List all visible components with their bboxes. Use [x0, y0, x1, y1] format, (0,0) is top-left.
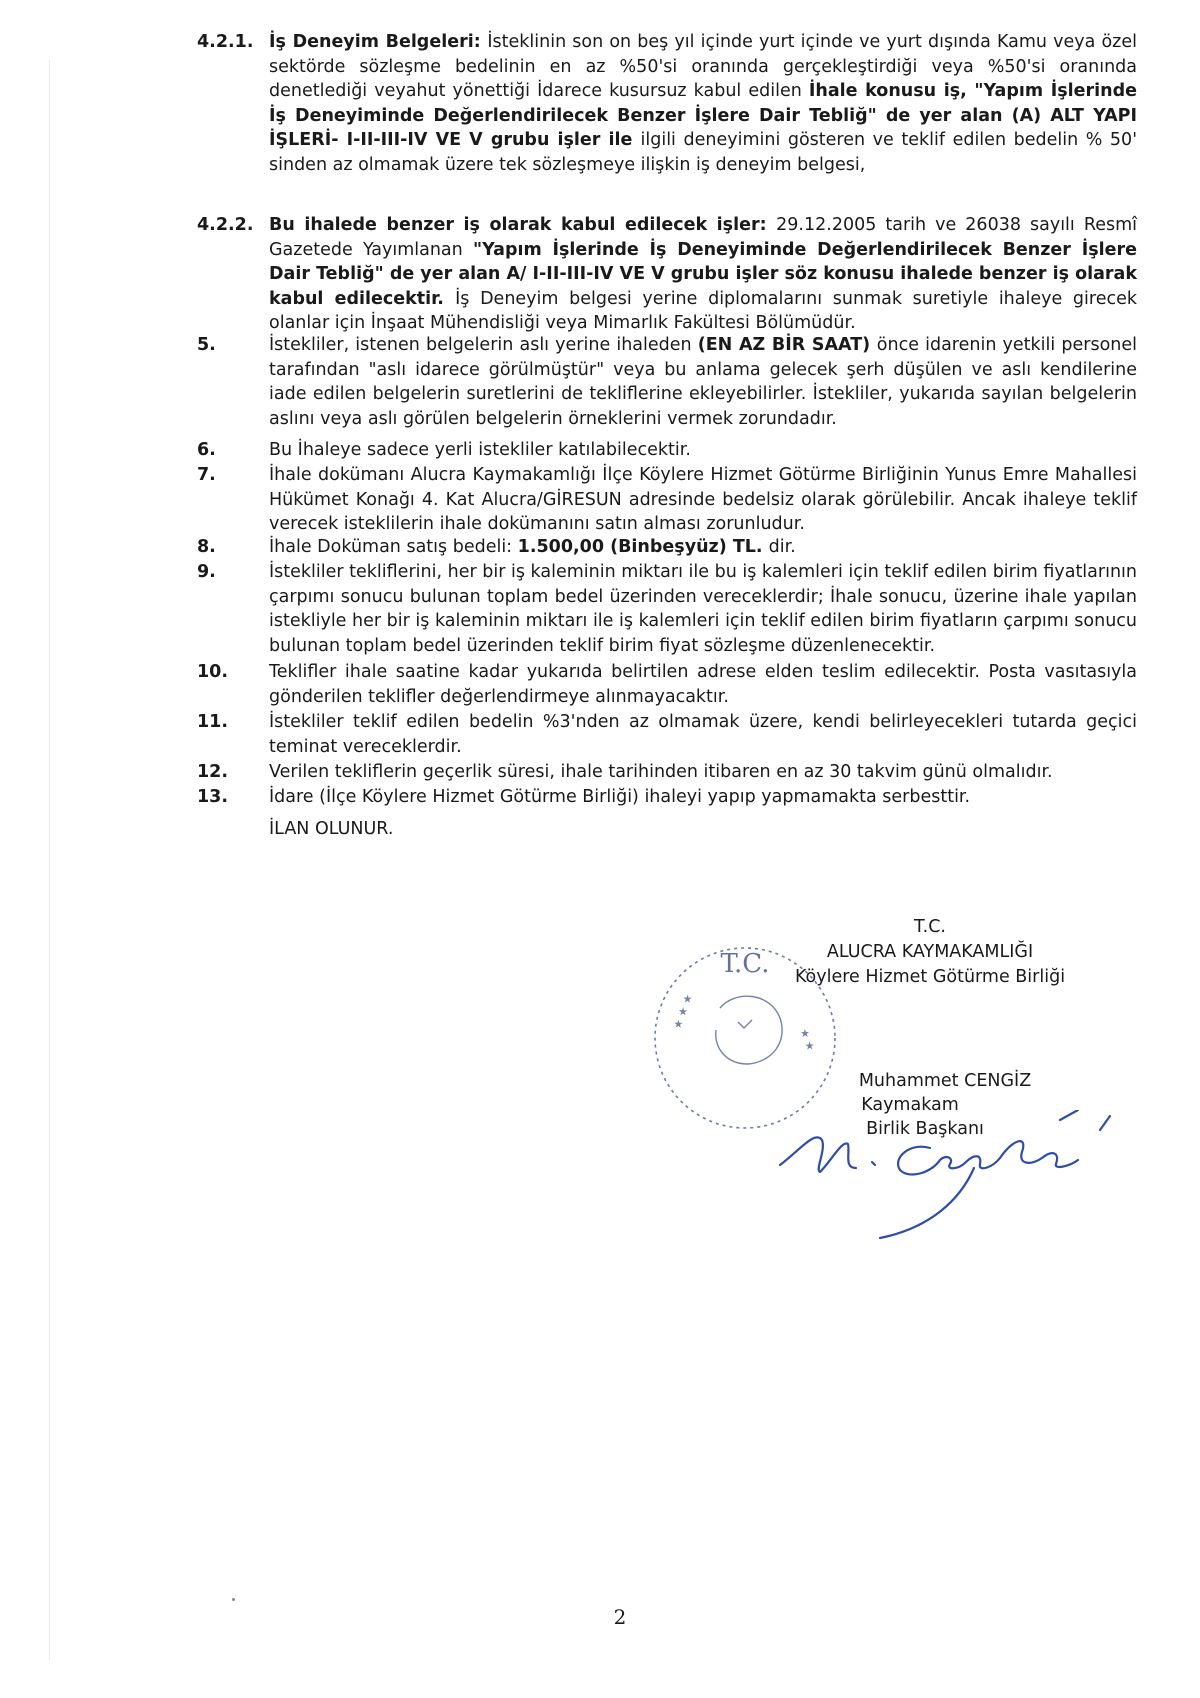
bold-text: Bu ihalede benzer iş olarak kabul edilecek işler:: [269, 215, 777, 235]
item-number: 10.: [197, 662, 229, 682]
text-run: İhale Doküman satış bedeli:: [269, 537, 518, 557]
list-item: [197, 660, 1137, 709]
list-item: [197, 560, 1137, 658]
scan-speck: [232, 1598, 235, 1601]
text-run: İstekliler, istenen belgelerin aslı yerine ihaleden: [269, 335, 698, 355]
bold-text: (EN AZ BİR SAAT): [697, 335, 877, 355]
list-item: [197, 535, 1137, 560]
bold-text: "Yapım İşlerinde İş Deneyiminde Değerlendirilecek Benzer İşlere Dair Tebliğ" de yer alan A/ I-II-III-IV VE V grubu işler söz konusu ihalede benzer iş olarak kabul edilecektir.: [269, 239, 1137, 309]
text-run: İhale dokümanı Alucra Kaymakamlığı İlçe Köylere Hizmet Götürme Birliğinin Yunus Emre Mahallesi Hükümet Konağı 4. Kat Alucra/GİRESUN adresinde bedelsiz olarak görülebilir. Ancak ihaleye teklif verecek isteklilerin ihale dokümanını satın alması zorunludur.: [269, 465, 1137, 534]
text-run: önce idarenin yetkili personel tarafından "aslı idarece görülmüştür" veya bu anlama gelecek şerh düşülen ve aslı kendilerine iade edilen belgelerin suretlerini de tekliflerine ekleyebilirler. İstekliler, yukarıda sayılan belgelerin aslını veya aslı görülen belgelerin örneklerini vermek zorundadır.: [269, 335, 1137, 429]
item-text: [269, 213, 1137, 336]
item-number: 9.: [197, 562, 216, 582]
item-number: 12.: [197, 762, 229, 782]
text-run: İstekliler tekliflerini, her bir iş kaleminin miktarı ile bu iş kalemleri için teklif edilen birim fiyatlarının çarpımı sonucu bulunan toplam bedel üzerinden vereceklerdir; İhale sonucu, üzerine ihale yapılan istekliyle her bir iş kaleminin miktarı ile iş kalemleri için teklif edilen birim fiyatların çarpımı sonucu bulunan toplam bedel üzerinden teklif birim fiyat sözleşme düzenlenecektir.: [269, 562, 1137, 656]
sig-name: Muhammet CENGİZ: [858, 1071, 1032, 1091]
sig-tc: T.C.: [914, 917, 946, 937]
sig-title-kaymakam: Kaymakam: [861, 1095, 959, 1115]
list-item: [197, 438, 1137, 463]
list-item: [197, 710, 1137, 759]
bold-text: İş Deneyim Belgeleri:: [269, 32, 488, 52]
list-item: [197, 760, 1137, 785]
list-item: [197, 30, 1137, 177]
text-run: İstekliler teklif edilen bedelin %3'nden az olmamak üzere, kendi belirleyecekleri tutarda geçici teminat vereceklerdir.: [269, 712, 1137, 757]
text-run: ilgili deneyimini gösteren ve teklif edilen bedelin % 50' sinden az olmamak üzere tek sözleşmeye ilişkin iş deneyim belgesi,: [269, 130, 1138, 175]
text-run: İdare (İlçe Köylere Hizmet Götürme Birliği) ihaleyi yapıp yapmamakta serbesttir.: [269, 787, 971, 807]
text-run: Teklifler ihale saatine kadar yukarıda belirtilen adrese elden teslim edilecektir. Posta vasıtasıyla gönderilen teklifler değerlendirmeye alınmayacaktır.: [269, 662, 1137, 707]
item-text: [269, 438, 1137, 463]
sig-unit: Köylere Hizmet Götürme Birliği: [794, 967, 1066, 987]
scan-margin-line: [49, 60, 50, 1660]
sig-institution: ALUCRA KAYMAKAMLIĞI: [826, 942, 1034, 962]
item-number: 13.: [197, 787, 229, 807]
list-item: [197, 463, 1137, 537]
item-text: [269, 660, 1137, 709]
text-run: Verilen tekliflerin geçerlik süresi, ihale tarihinden itibaren en az 30 takvim günü olmalıdır.: [269, 762, 1053, 782]
item-number: 7.: [197, 465, 216, 485]
item-number: 5.: [197, 335, 216, 355]
item-number: 8.: [197, 537, 216, 557]
list-item: [197, 785, 1137, 810]
text-run: İsteklinin son on beş yıl içinde yurt içinde ve yurt dışında Kamu veya özel sektörde sözleşme bedelinin en az %50'si oranında gerçekleştirdiği veya %50'si oranında denetlediği veyahut yönettiği İdarece kusursuz kabul edilen: [269, 32, 1137, 101]
item-text: [269, 760, 1137, 785]
item-text: [269, 333, 1137, 431]
item-number: 4.2.1.: [197, 32, 254, 52]
list-item: [197, 213, 1137, 336]
item-text: [269, 710, 1137, 759]
bold-text: İhale konusu iş, "Yapım İşlerinde İş Deneyiminde Değerlendirilecek Benzer İşlere Dair Tebliğ" de yer alan (A) ALT YAPI İŞLERİ- I-II-III-IV VE V grubu işler ile: [269, 81, 1138, 150]
stamp-label: T.C.: [720, 949, 770, 979]
sig-title-baskan: Birlik Başkanı: [866, 1119, 984, 1139]
item-text: [269, 463, 1137, 537]
item-text: [269, 30, 1137, 177]
item-text: [269, 785, 1137, 810]
handwritten-signature: [760, 1110, 1120, 1240]
item-number: 4.2.2.: [197, 215, 254, 235]
text-run: dir.: [768, 537, 796, 557]
item-number: 6.: [197, 440, 216, 460]
item-text: [269, 535, 1137, 560]
list-item: [197, 333, 1137, 431]
item-number: 11.: [197, 712, 229, 732]
svg-text:★ ★ ★: ★ ★ ★: [670, 992, 696, 1032]
text-run: 29.12.2005 tarih ve 26038 sayılı Resmî Gazetede Yayımlanan: [269, 215, 1137, 260]
item-text: [269, 560, 1137, 658]
closing-text: İLAN OLUNUR.: [269, 819, 394, 839]
svg-text:★ ★: ★ ★: [797, 1026, 818, 1053]
text-run: İş Deneyim belgesi yerine diplomalarını sunmak suretiyle ihaleye girecek olanlar için İnşaat Mühendisliği veya Mimarlık Fakültesi Bölümüdür.: [269, 288, 1137, 333]
bold-text: 1.500,00 (Binbeşyüz) TL.: [517, 537, 769, 557]
text-run: Bu İhaleye sadece yerli istekliler katılabilecektir.: [269, 440, 691, 460]
page-number: 2: [613, 1605, 627, 1629]
